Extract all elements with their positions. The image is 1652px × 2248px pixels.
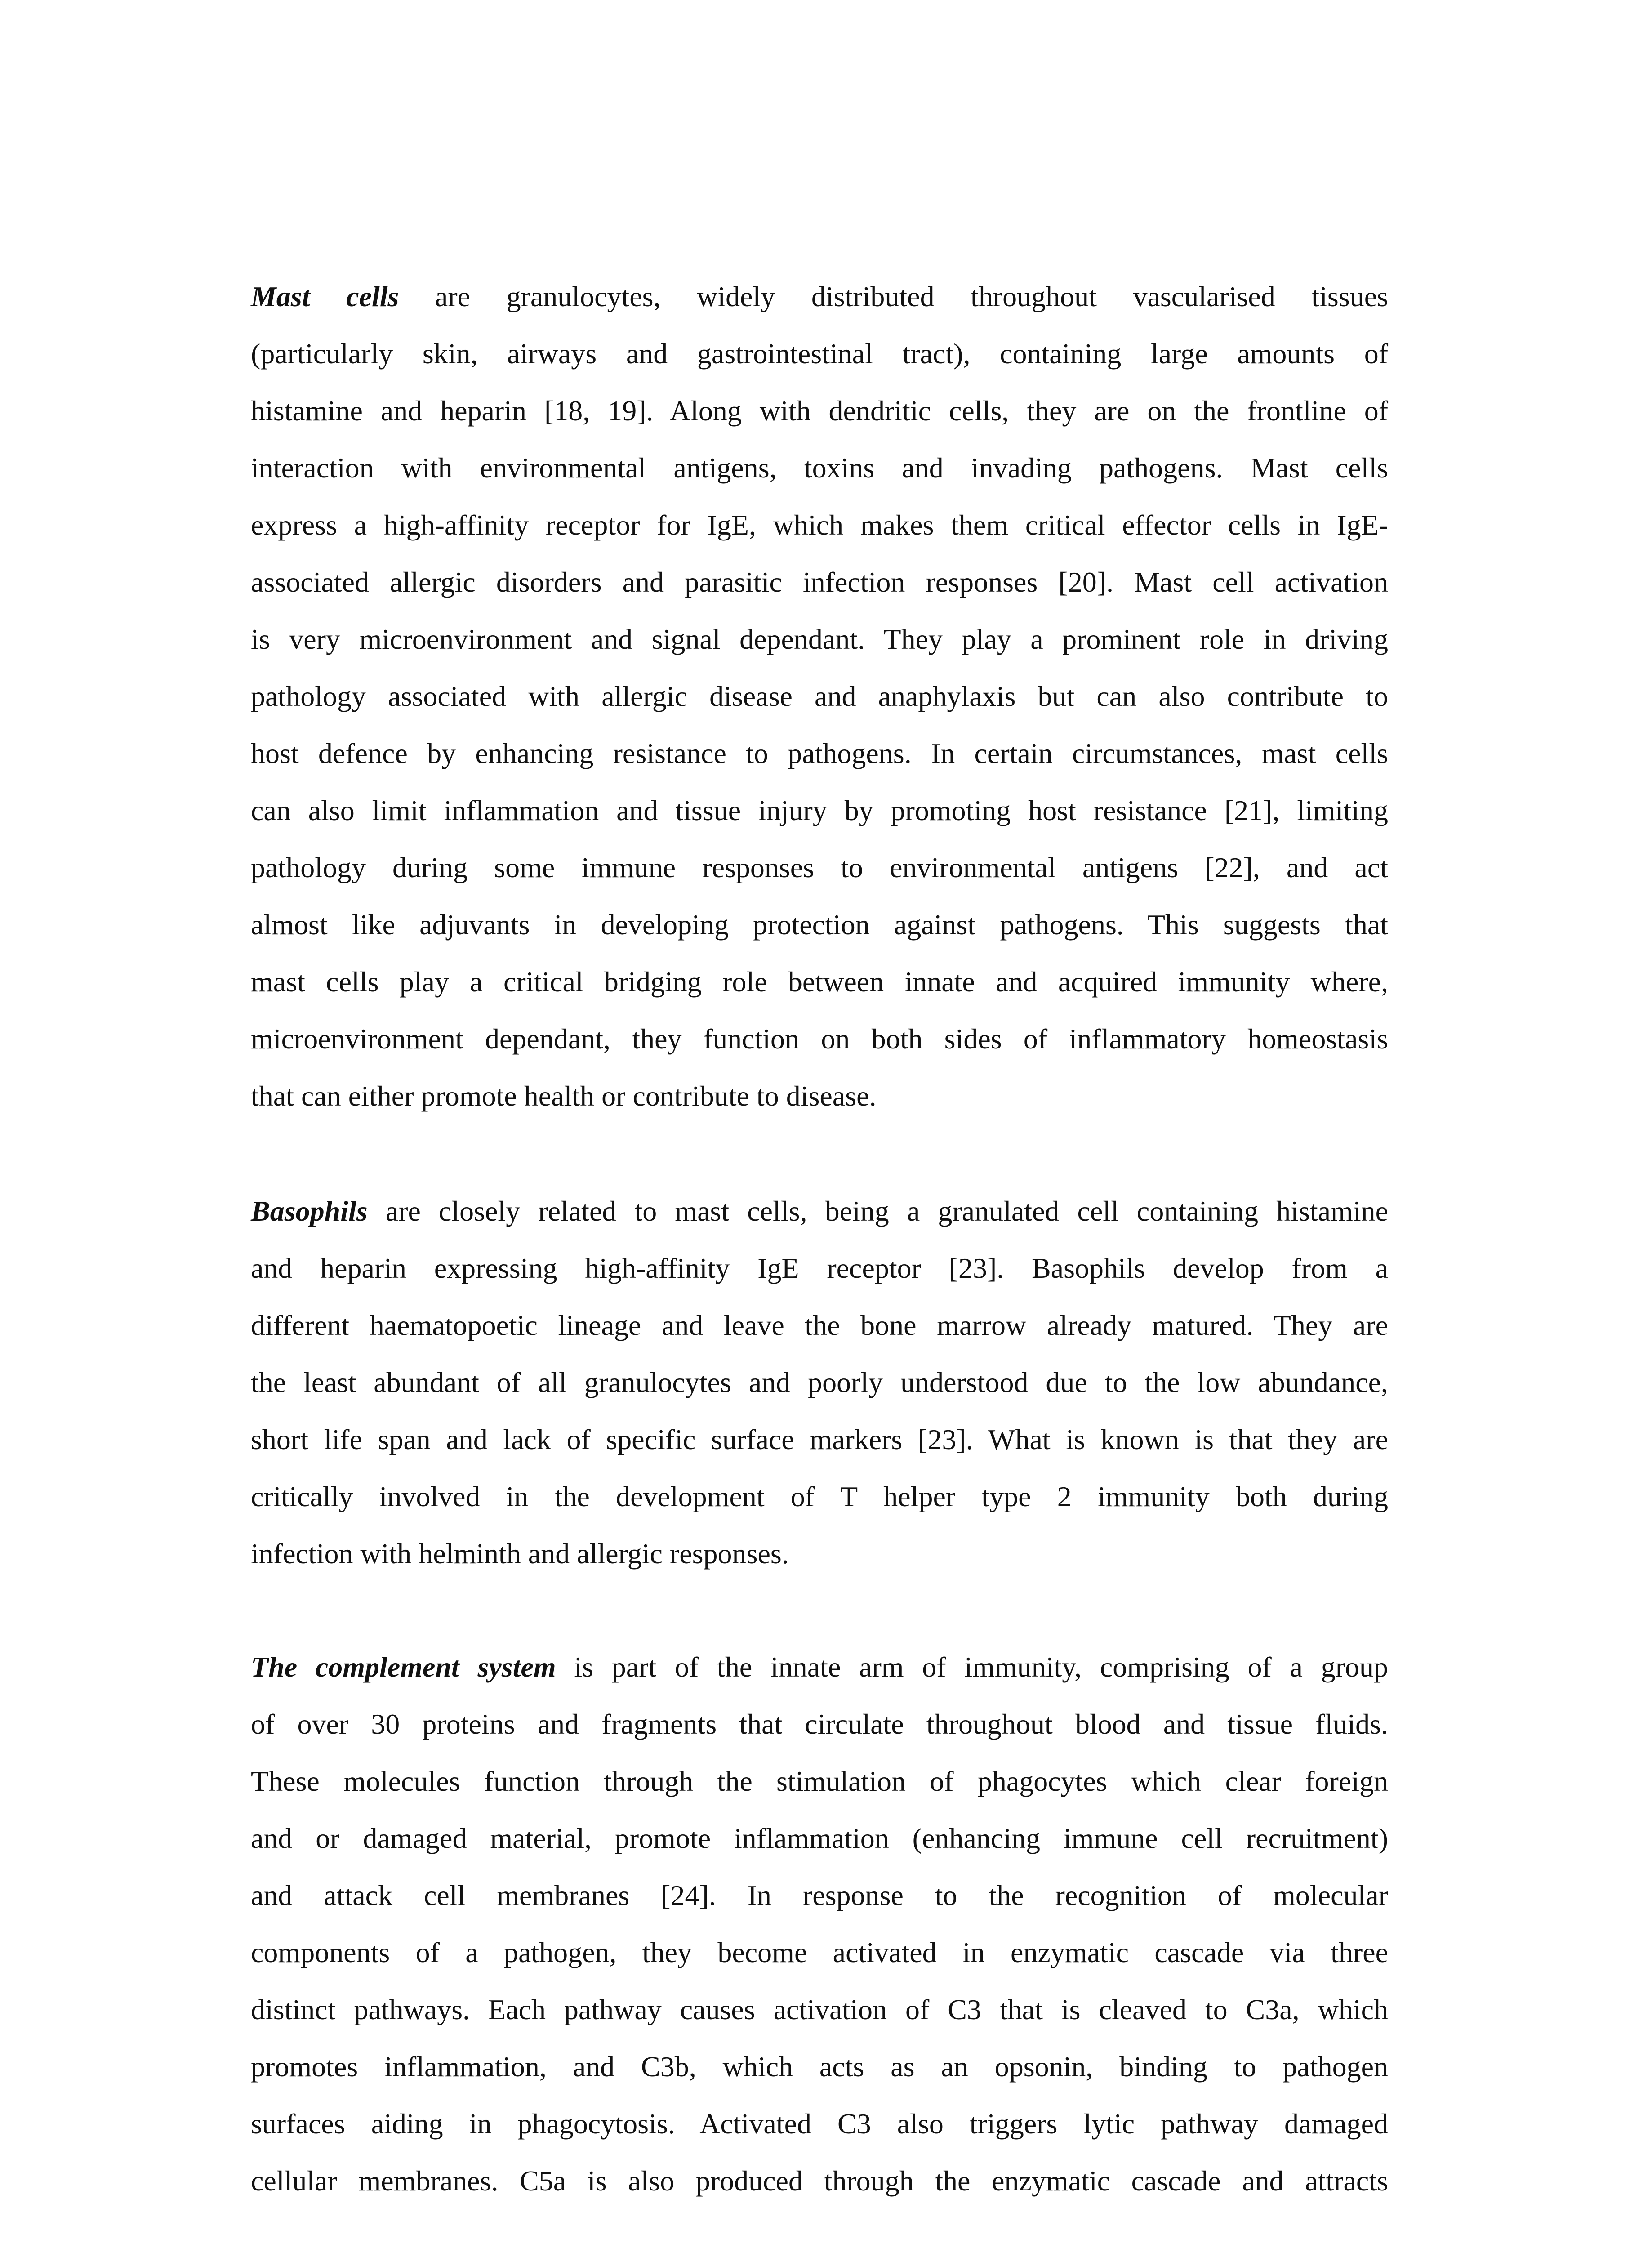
term-heading: Mast cells	[251, 281, 399, 312]
line-text: is part of the innate arm of immunity, comprising of a group	[556, 1651, 1389, 1683]
text-line: distinct pathways. Each pathway causes activation of C3 that is cleaved to C3a, which	[251, 1994, 1388, 2025]
text-line: can also limit inflammation and tissue injury by promoting host resistance [21], limiting	[251, 794, 1388, 826]
text-line: cellular membranes. C5a is also produced through the enzymatic cascade and attracts	[251, 2165, 1388, 2197]
text-line: promotes inflammation, and C3b, which acts as an opsonin, binding to pathogen	[251, 2051, 1388, 2083]
text-line	[251, 1649, 1388, 1685]
text-line	[251, 1193, 1388, 1229]
text-line: mast cells play a critical bridging role between innate and acquired immunity where,	[251, 966, 1388, 998]
text-line: that can either promote health or contribute to disease.	[251, 1080, 877, 1112]
text-line: microenvironment dependant, they function on both sides of inflammatory homeostasis	[251, 1023, 1388, 1055]
text-line: different haematopoetic lineage and leave the bone marrow already matured. They are	[251, 1309, 1388, 1341]
line-text: are granulocytes, widely distributed throughout vascularised tissues	[399, 281, 1389, 312]
text-line: express a high-affinity receptor for IgE, which makes them critical effector cells in IgE-	[251, 509, 1388, 541]
text-line: histamine and heparin [18, 19]. Along with dendritic cells, they are on the frontline of	[251, 395, 1388, 427]
text-line: pathology during some immune responses to environmental antigens [22], and act	[251, 852, 1388, 883]
text-line: associated allergic disorders and parasitic infection responses [20]. Mast cell activation	[251, 566, 1388, 598]
text-line: and heparin expressing high-affinity IgE receptor [23]. Basophils develop from a	[251, 1252, 1388, 1284]
text-line: infection with helminth and allergic responses.	[251, 1538, 789, 1570]
text-line: pathology associated with allergic disease and anaphylaxis but can also contribute to	[251, 680, 1388, 712]
line-text: are closely related to mast cells, being a granulated cell containing histamine	[367, 1195, 1388, 1227]
text-line: surfaces aiding in phagocytosis. Activated C3 also triggers lytic pathway damaged	[251, 2108, 1388, 2140]
text-line: and attack cell membranes [24]. In response to the recognition of molecular	[251, 1879, 1388, 1911]
text-line: These molecules function through the stimulation of phagocytes which clear foreign	[251, 1765, 1388, 1797]
text-line: and or damaged material, promote inflammation (enhancing immune cell recruitment)	[251, 1822, 1388, 1854]
text-line: critically involved in the development of T helper type 2 immunity both during	[251, 1481, 1388, 1512]
text-line: the least abundant of all granulocytes and poorly understood due to the low abundance,	[251, 1366, 1388, 1398]
text-line: (particularly skin, airways and gastrointestinal tract), containing large amounts of	[251, 338, 1388, 370]
text-line: almost like adjuvants in developing protection against pathogens. This suggests that	[251, 909, 1388, 941]
term-heading: The complement system	[251, 1651, 556, 1683]
text-line: short life span and lack of specific surface markers [23]. What is known is that they are	[251, 1423, 1388, 1455]
text-line: is very microenvironment and signal dependant. They play a prominent role in driving	[251, 623, 1388, 655]
text-line: components of a pathogen, they become activated in enzymatic cascade via three	[251, 1936, 1388, 1968]
term-heading: Basophils	[251, 1195, 368, 1227]
text-line: of over 30 proteins and fragments that circulate throughout blood and tissue fluids.	[251, 1708, 1388, 1740]
text-line: host defence by enhancing resistance to pathogens. In certain circumstances, mast cells	[251, 737, 1388, 769]
text-line	[251, 279, 1388, 315]
text-line: interaction with environmental antigens, toxins and invading pathogens. Mast cells	[251, 452, 1388, 484]
